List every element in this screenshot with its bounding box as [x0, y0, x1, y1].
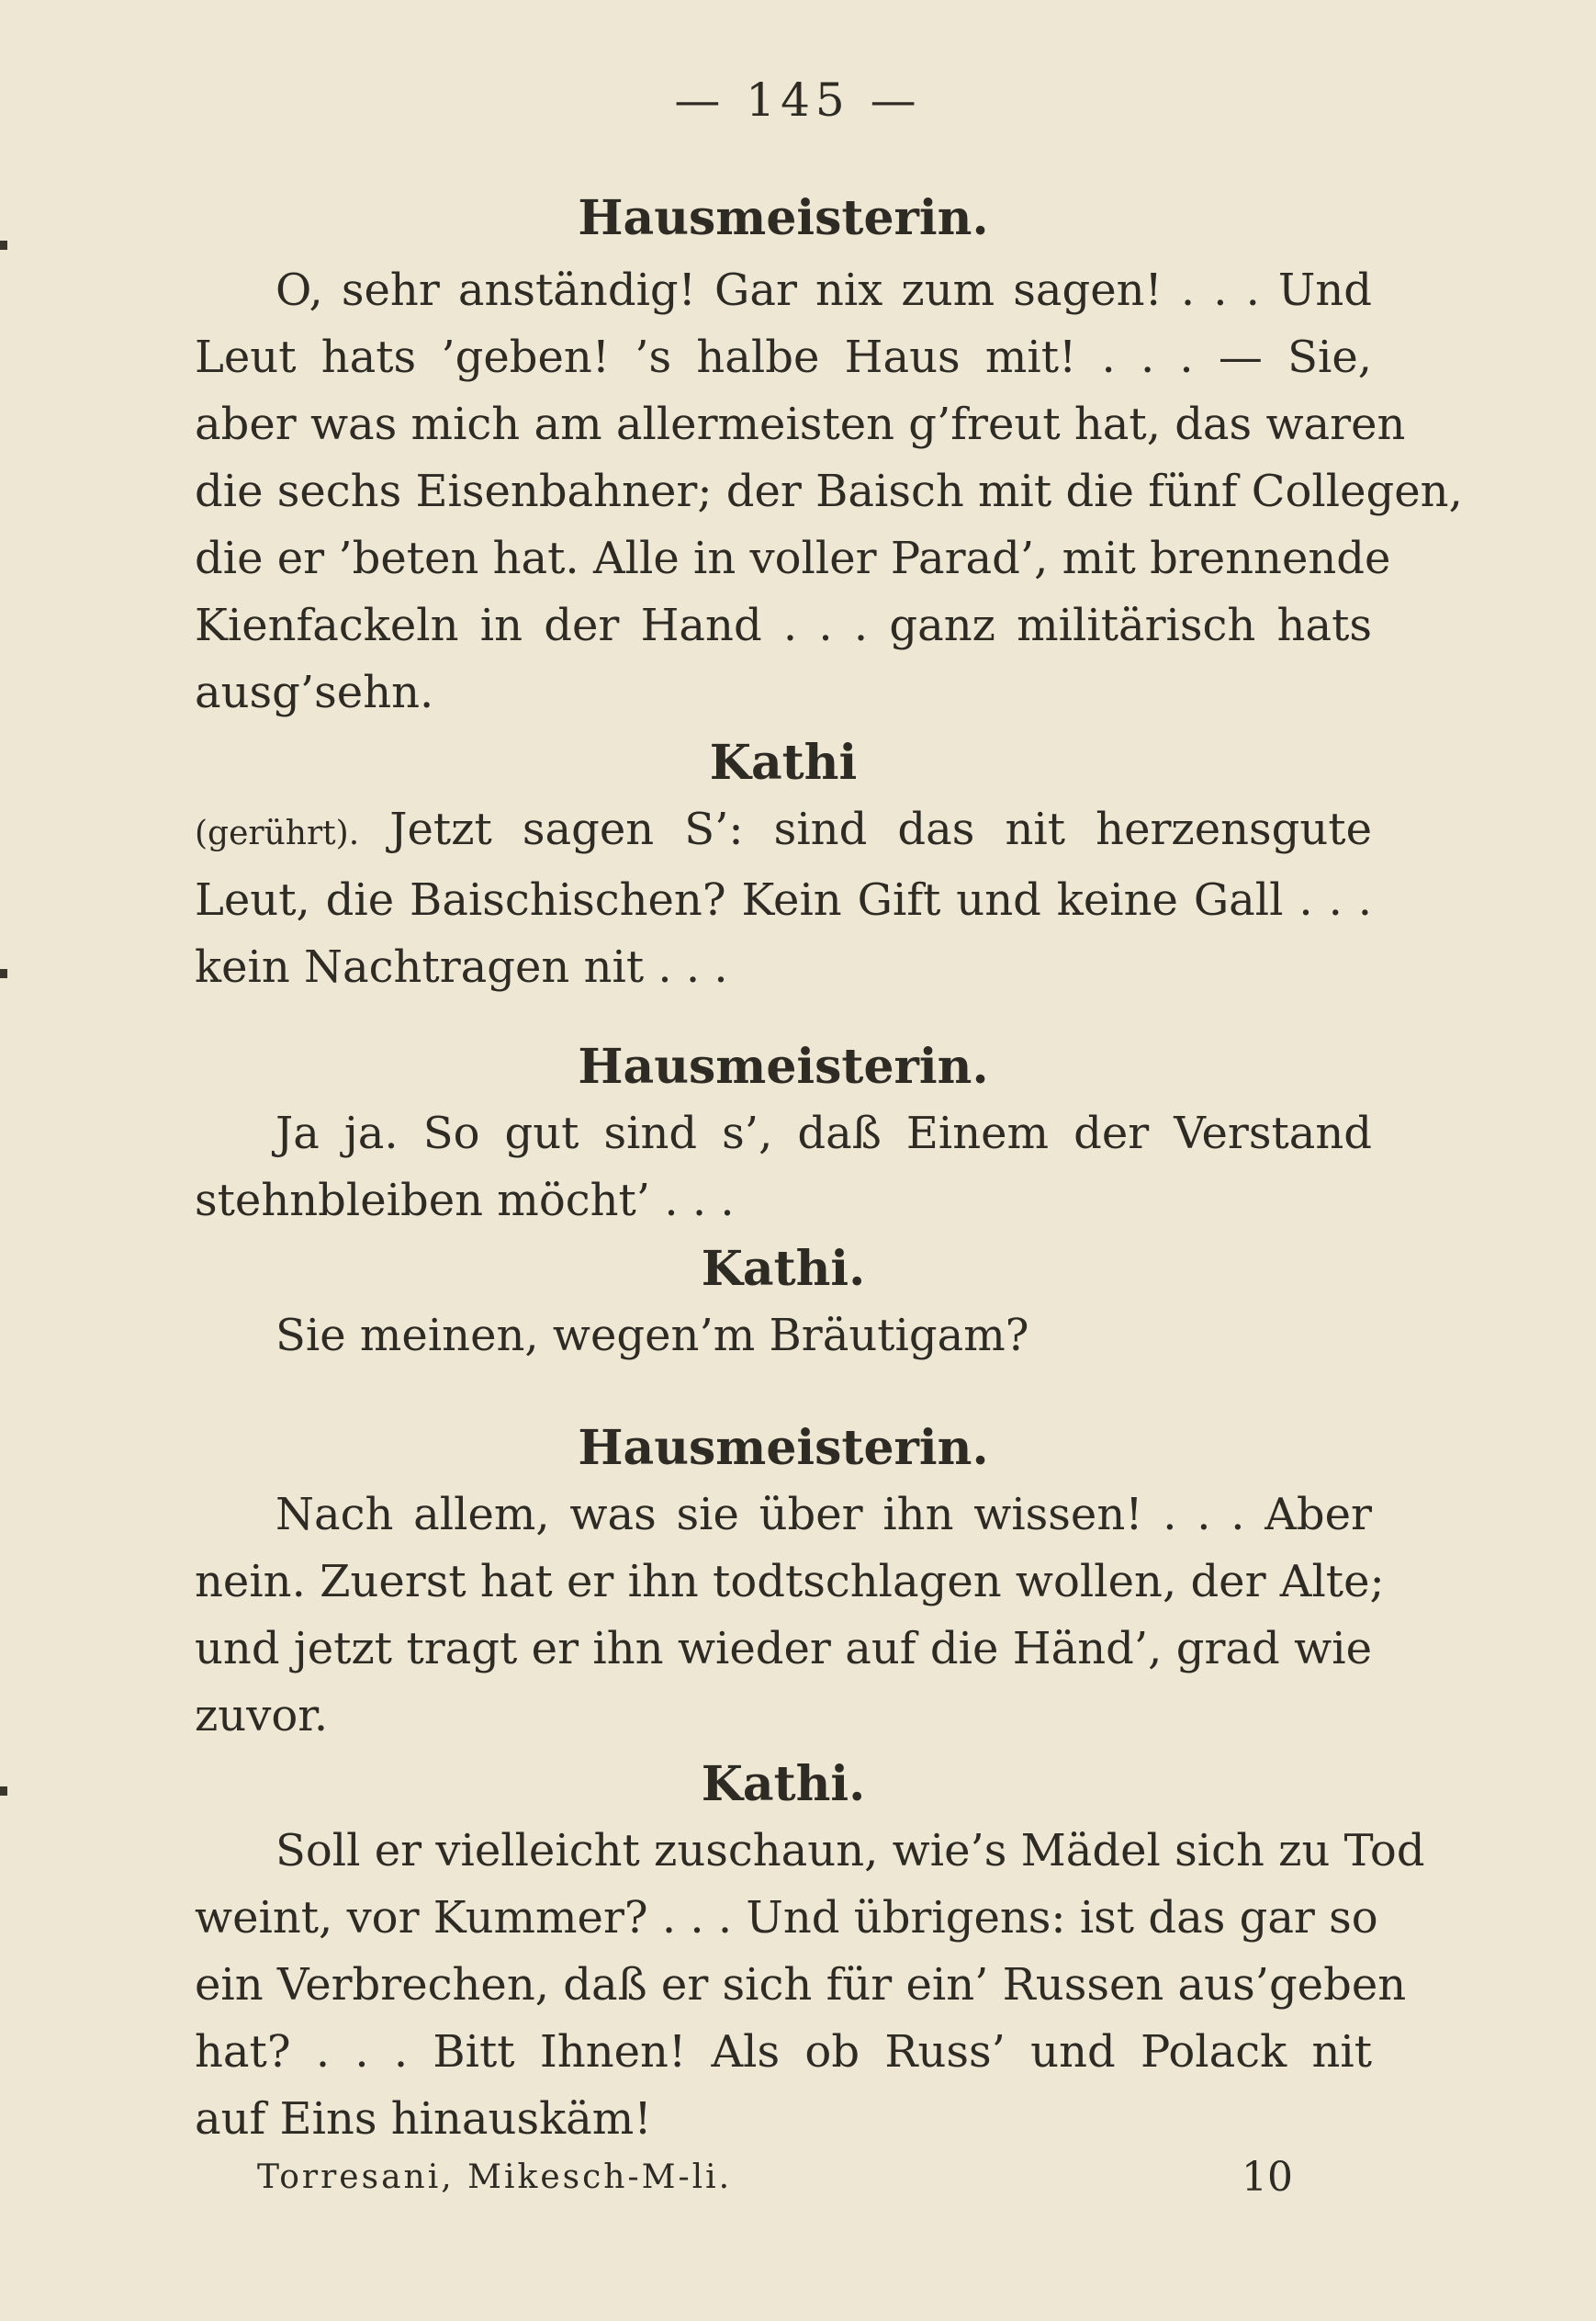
page-number: — 145 — — [674, 73, 922, 127]
text-line: Ja ja. So gut sind s’, daß Einem der Verstand — [275, 1108, 1372, 1159]
text-line: ausg’sehn. — [195, 667, 434, 718]
sheet-number: 10 — [1242, 2154, 1293, 2201]
text-line: Leut hats ’geben! ’s halbe Haus mit! . . . — Sie, — [195, 332, 1372, 383]
text-line: stehnbleiben möcht’ . . . — [195, 1175, 735, 1226]
text-line: weint, vor Kummer? . . . Und übrigens: ist das gar so — [195, 1892, 1378, 1944]
margin-mark — [0, 241, 7, 250]
speech-paragraph — [195, 1818, 1425, 2153]
printer-signature: Torresani, Mikesch-M-li. — [257, 2158, 733, 2196]
speaker-name: Kathi. — [701, 1241, 866, 1297]
text-line — [195, 796, 1372, 867]
dialogue-text — [195, 175, 1463, 2153]
speaker-name: Hausmeisterin. — [578, 190, 989, 246]
margin-mark — [0, 1786, 7, 1796]
text-line: Leut, die Baischischen? Kein Gift und keine Gall . . . — [195, 874, 1372, 926]
speaker-name: Hausmeisterin. — [578, 1039, 989, 1095]
speaker-name: Kathi — [709, 735, 858, 791]
stage-direction: (gerührt). — [195, 815, 360, 852]
text-line: aber was mich am allermeisten g’freut hat, das waren — [195, 399, 1406, 450]
text-line: und jetzt tragt er ihn wieder auf die Händ’, grad wie — [195, 1623, 1372, 1674]
text-span: Jetzt sagen S’: sind das nit herzensgute — [389, 804, 1372, 855]
text-line: Soll er vielleicht zuschaun, wie’s Mädel sich zu Tod — [275, 1825, 1425, 1876]
text-line: O, sehr anständig! Gar nix zum sagen! . . . Und — [275, 265, 1372, 316]
margin-mark — [0, 969, 7, 978]
text-line: auf Eins hinauskäm! — [195, 2093, 652, 2145]
text-line: Sie meinen, wegen’m Bräutigam? — [275, 1310, 1029, 1361]
text-line: hat? . . . Bitt Ihnen! Als ob Russ’ und Polack nit — [195, 2026, 1372, 2078]
text-line: die er ’beten hat. Alle in voller Parad’, mit brennende — [195, 533, 1391, 584]
speech-paragraph — [195, 257, 1463, 727]
speech-paragraph — [195, 796, 1372, 1001]
text-line: kein Nachtragen nit . . . — [195, 941, 728, 993]
text-line: ein Verbrechen, daß er sich für ein’ Russen aus’geben — [195, 1959, 1407, 2011]
speech-paragraph — [195, 1100, 1372, 1234]
speaker-name: Hausmeisterin. — [578, 1420, 989, 1476]
speech-paragraph — [195, 1482, 1385, 1750]
text-line: zuvor. — [195, 1690, 329, 1741]
text-line: nein. Zuerst hat er ihn todtschlagen wollen, der Alte; — [195, 1556, 1385, 1607]
speaker-name: Kathi. — [701, 1756, 866, 1812]
text-line: die sechs Eisenbahner; der Baisch mit die fünf Collegen, — [195, 466, 1463, 517]
text-line: Kienfackeln in der Hand . . . ganz militärisch hats — [195, 600, 1372, 651]
speech-paragraph — [195, 1302, 1372, 1369]
text-line: Nach allem, was sie über ihn wissen! . . . Aber — [275, 1489, 1372, 1540]
